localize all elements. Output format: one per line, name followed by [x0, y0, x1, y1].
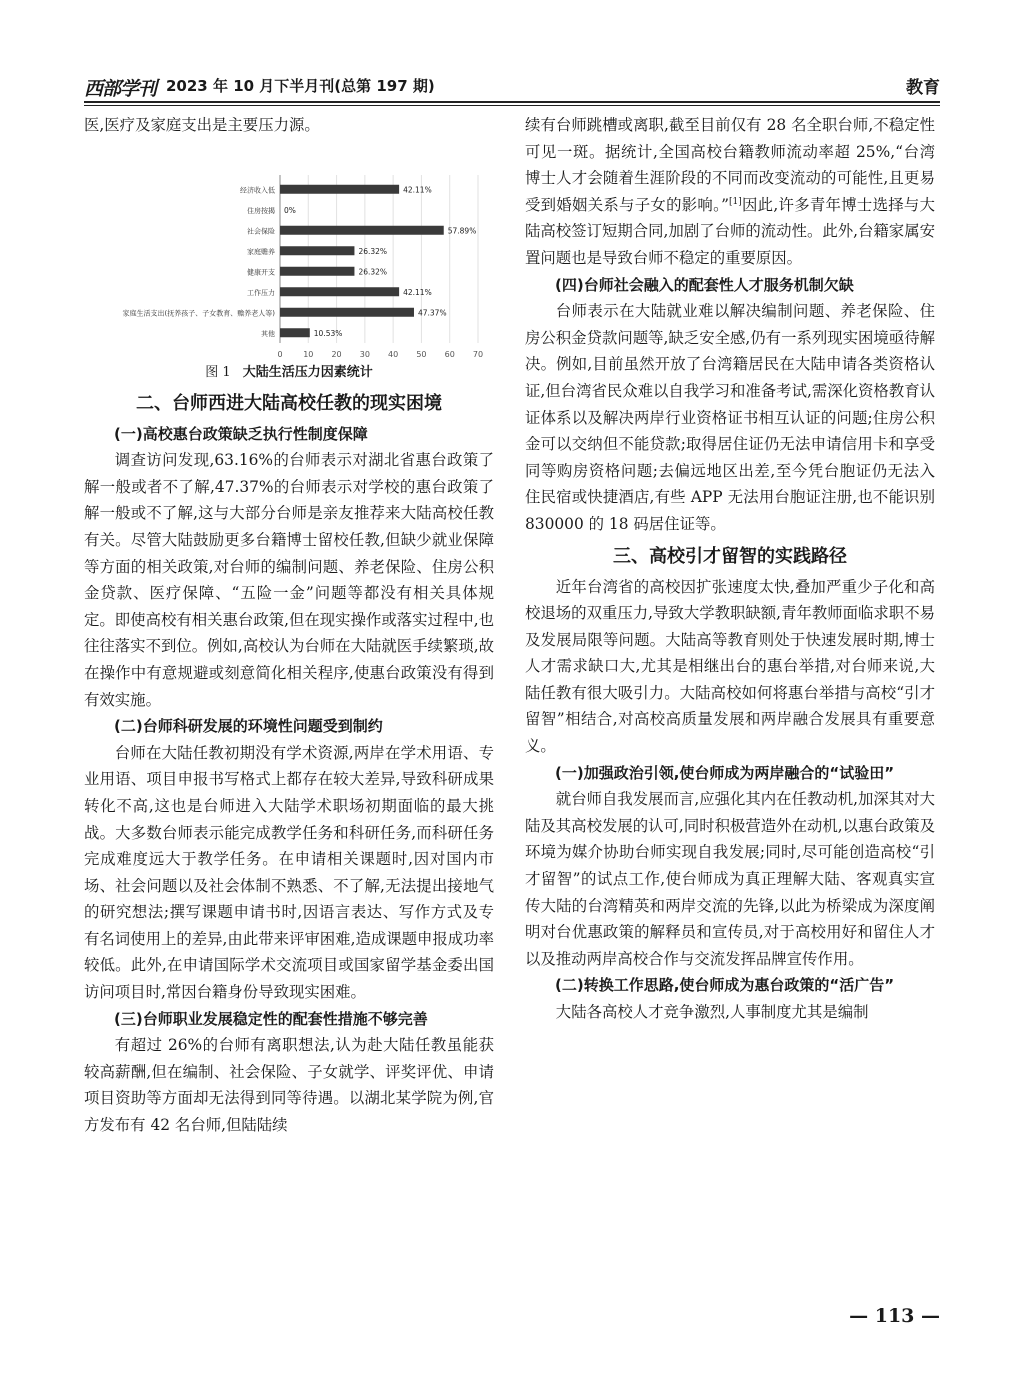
bar-2: [280, 225, 444, 234]
subheading-2-3: (三)台师职业发展稳定性的配套性措施不够完善: [114, 1009, 428, 1028]
subheading-2-4: (四)台师社会融入的配套性人才服务机制欠缺: [555, 275, 854, 294]
x-tick-label-7: 70: [472, 349, 484, 359]
left-column: [84, 112, 494, 1139]
paragraph-2-1: 调查访问发现,63.16%的台师表示对湖北省惠台政策了解一般或者不了解,47.37%的台师表示对学校的惠台政策了解一般或不了解,这与大部分台师是亲友推荐来大陆高校任教有关。尽管大陆鼓励更多台籍博士留校任教,但缺少就业保障等方面的相关政策,对台师的编制问题、养老保险、住房公积金贷款、医疗保障、“五险一金”问题等都没有相关具体规定。即使高校有相关惠台政策,但在现实操作或落实过程中,也往往落实不到位。例如,高校认为台师在大陆就医手续繁琐,故在操作中有意规避或刻意简化相关程序,使惠台政策没有得到有效实施。: [84, 451, 494, 709]
section-heading-3: 三、高校引才留智的实践路径: [613, 545, 847, 567]
category-label-3: 家庭赡养: [247, 247, 275, 256]
category-label-1: 住房按揭: [247, 206, 275, 215]
subheading-2-2: (二)台师科研发展的环境性问题受到制约: [114, 717, 383, 736]
figure-number: 图 1: [205, 364, 231, 380]
figure-caption: [84, 361, 494, 385]
data-label-5: 42.11%: [403, 287, 432, 297]
header-rule-thin: [84, 105, 940, 106]
subheading-2-1: (一)高校惠台政策缺乏执行性制度保障: [114, 424, 368, 443]
figure-title: 大陆生活压力因素统计: [242, 364, 373, 380]
subheading-3-2: (二)转换工作思路,使台师成为惠台政策的“活广告”: [555, 976, 895, 995]
x-tick-label-2: 20: [331, 349, 342, 359]
bar-3: [280, 246, 354, 255]
paragraph-continued-a: 续有台师跳槽或离职,截至目前仅有 28 名全职台师,不稳定性可见一斑。据统计,全国高校台籍教师流动率超 25%,“台湾博士人才会随着生涯阶段的不同而改变流动的可能性,且更易受到婚姻关系与子女的影响。”: [525, 116, 935, 214]
paragraph-3-1: 就台师自我发展而言,应强化其内在任教动机,加深其对大陆及其高校发展的认可,同时积极营造外在动机,以惠台政策及环境为媒介协助台师实现自我发展;同时,尽可能创造高校“引才留智”的试点工作,使台师成为真正理解大陆、客观真实宣传大陆的台湾精英和两岸交流的先锋,以此为桥梁成为深度阐明对台优惠政策的解释员和宣传员,对于高校用好和留住人才以及推动两岸高校合作与交流发挥品牌宣传作用。: [525, 790, 935, 968]
x-tick-label-0: 0: [277, 349, 283, 359]
page-header: [84, 72, 940, 100]
data-label-3: 26.32%: [358, 246, 388, 256]
category-label-4: 健康开支: [247, 267, 275, 276]
x-tick-label-3: 30: [359, 349, 370, 359]
paragraph-2-3: 有超过 26%的台师有离职想法,认为赴大陆任教虽能获较高薪酬,但在编制、社会保险、子女就学、评奖评优、申请项目资助等方面却无法得到同等待遇。以湖北某学院为例,官方发布有 42 名台师,但陆陆续: [84, 1036, 494, 1135]
data-label-2: 57.89%: [447, 225, 477, 235]
x-tick-label-1: 10: [303, 349, 314, 359]
issue-info: 2023 年 10 月下半月刊(总第 197 期): [166, 77, 435, 95]
journal-logo: 西部学刊: [84, 78, 157, 100]
x-tick-label-6: 60: [444, 349, 455, 359]
data-label-0: 42.11%: [403, 184, 432, 194]
category-label-7: 其他: [261, 329, 275, 338]
data-label-7: 10.53%: [313, 328, 343, 338]
header-rule-thick: [84, 101, 940, 103]
paragraph-2-2: 台师在大陆任教初期没有学术资源,两岸在学术用语、专业用语、项目申报书写格式上都存在较大差异,导致科研成果转化不高,这也是台师进入大陆学术职场初期面临的最大挑战。大多数台师表示能完成教学任务和科研任务,而科研任务完成难度远大于教学任务。在申请相关课题时,因对国内市场、社会问题以及社会体制不熟悉、不了解,无法提出接地气的研究想法;撰写课题申请书时,因语言表达、写作方式及专有名词使用上的差异,由此带来评审困难,造成课题申报成功率较低。此外,在申请国际学术交流项目或国家留学基金委出国访问项目时,常因台籍身份导致现实困难。: [84, 743, 494, 1002]
bar-0: [280, 184, 399, 193]
paragraph-3-intro: 近年台湾省的高校因扩张速度太快,叠加严重少子化和高校退场的双重压力,导致大学教职缺额,青年教师面临求职不易及发展局限等问题。大陆高等教育则处于快速发展时期,博士人才需求缺口大,尤其是相继出台的惠台举措,对台师来说,大陆任教有很大吸引力。大陆高校如何将惠台举措与高校“引才留智”相结合,对高校高质量发展和两岸融合发展具有重要意义。: [525, 577, 935, 756]
category-label-0: 经济收入低: [240, 185, 275, 194]
data-label-4: 26.32%: [358, 266, 388, 276]
intro-paragraph: 医,医疗及家庭支出是主要压力源。: [84, 116, 320, 134]
figure-1: [84, 139, 494, 359]
category-label-5: 工作压力: [247, 288, 275, 297]
bar-6: [280, 307, 414, 316]
subheading-3-1: (一)加强政治引领,使台师成为两岸融合的“试验田”: [555, 763, 895, 782]
category-label-6: 家庭生活支出(抚养孩子、子女教育、赡养老人等): [122, 308, 275, 317]
bar-4: [280, 266, 354, 275]
right-column: [525, 112, 935, 1026]
bar-5: [280, 287, 399, 296]
paragraph-continued-b: 因此,许多青年博士选择与大陆高校签订短期合同,加剧了台师的流动性。此外,台籍家属安置问题也是导致台师不稳定的重要原因。: [525, 195, 935, 267]
bar-7: [280, 328, 310, 337]
x-tick-label-5: 50: [416, 349, 427, 359]
paragraph-3-2: 大陆各高校人才竞争激烈,人事制度尤其是编制: [555, 1003, 869, 1021]
paragraph-continued: [525, 112, 935, 272]
paragraph-2-4: 台师表示在大陆就业难以解决编制问题、养老保险、住房公积金贷款问题等,缺乏安全感,仍有一系列现实困境亟待解决。例如,目前虽然开放了台湾籍居民在大陆申请各类资格认证,但台湾省民众难以自我学习和准备考试,需深化资格教育认证体系以及解决两岸行业资格证书相互认证的问题;住房公积金可以交纳但不能贷款;取得居住证仍无法申请信用卡和享受同等购房资格问题;去偏远地区出差,至今凭台胞证仍无法入住民宿或快捷酒店,有些 APP 无法用台胞证注册,也不能识别 830000 的 18 码居住证等。: [525, 302, 935, 533]
section-name: 教育: [906, 78, 940, 98]
x-tick-label-4: 40: [388, 349, 399, 359]
page-number: — 113 —: [849, 1305, 940, 1327]
data-label-6: 47.37%: [417, 307, 447, 317]
data-label-1: 0%: [284, 205, 296, 215]
section-heading-2: 二、台师西进大陆高校任教的现实困境: [136, 392, 442, 414]
citation-ref: [1]: [728, 196, 742, 207]
pressure-factors-chart: [84, 139, 494, 359]
category-label-2: 社会保险: [247, 226, 275, 235]
